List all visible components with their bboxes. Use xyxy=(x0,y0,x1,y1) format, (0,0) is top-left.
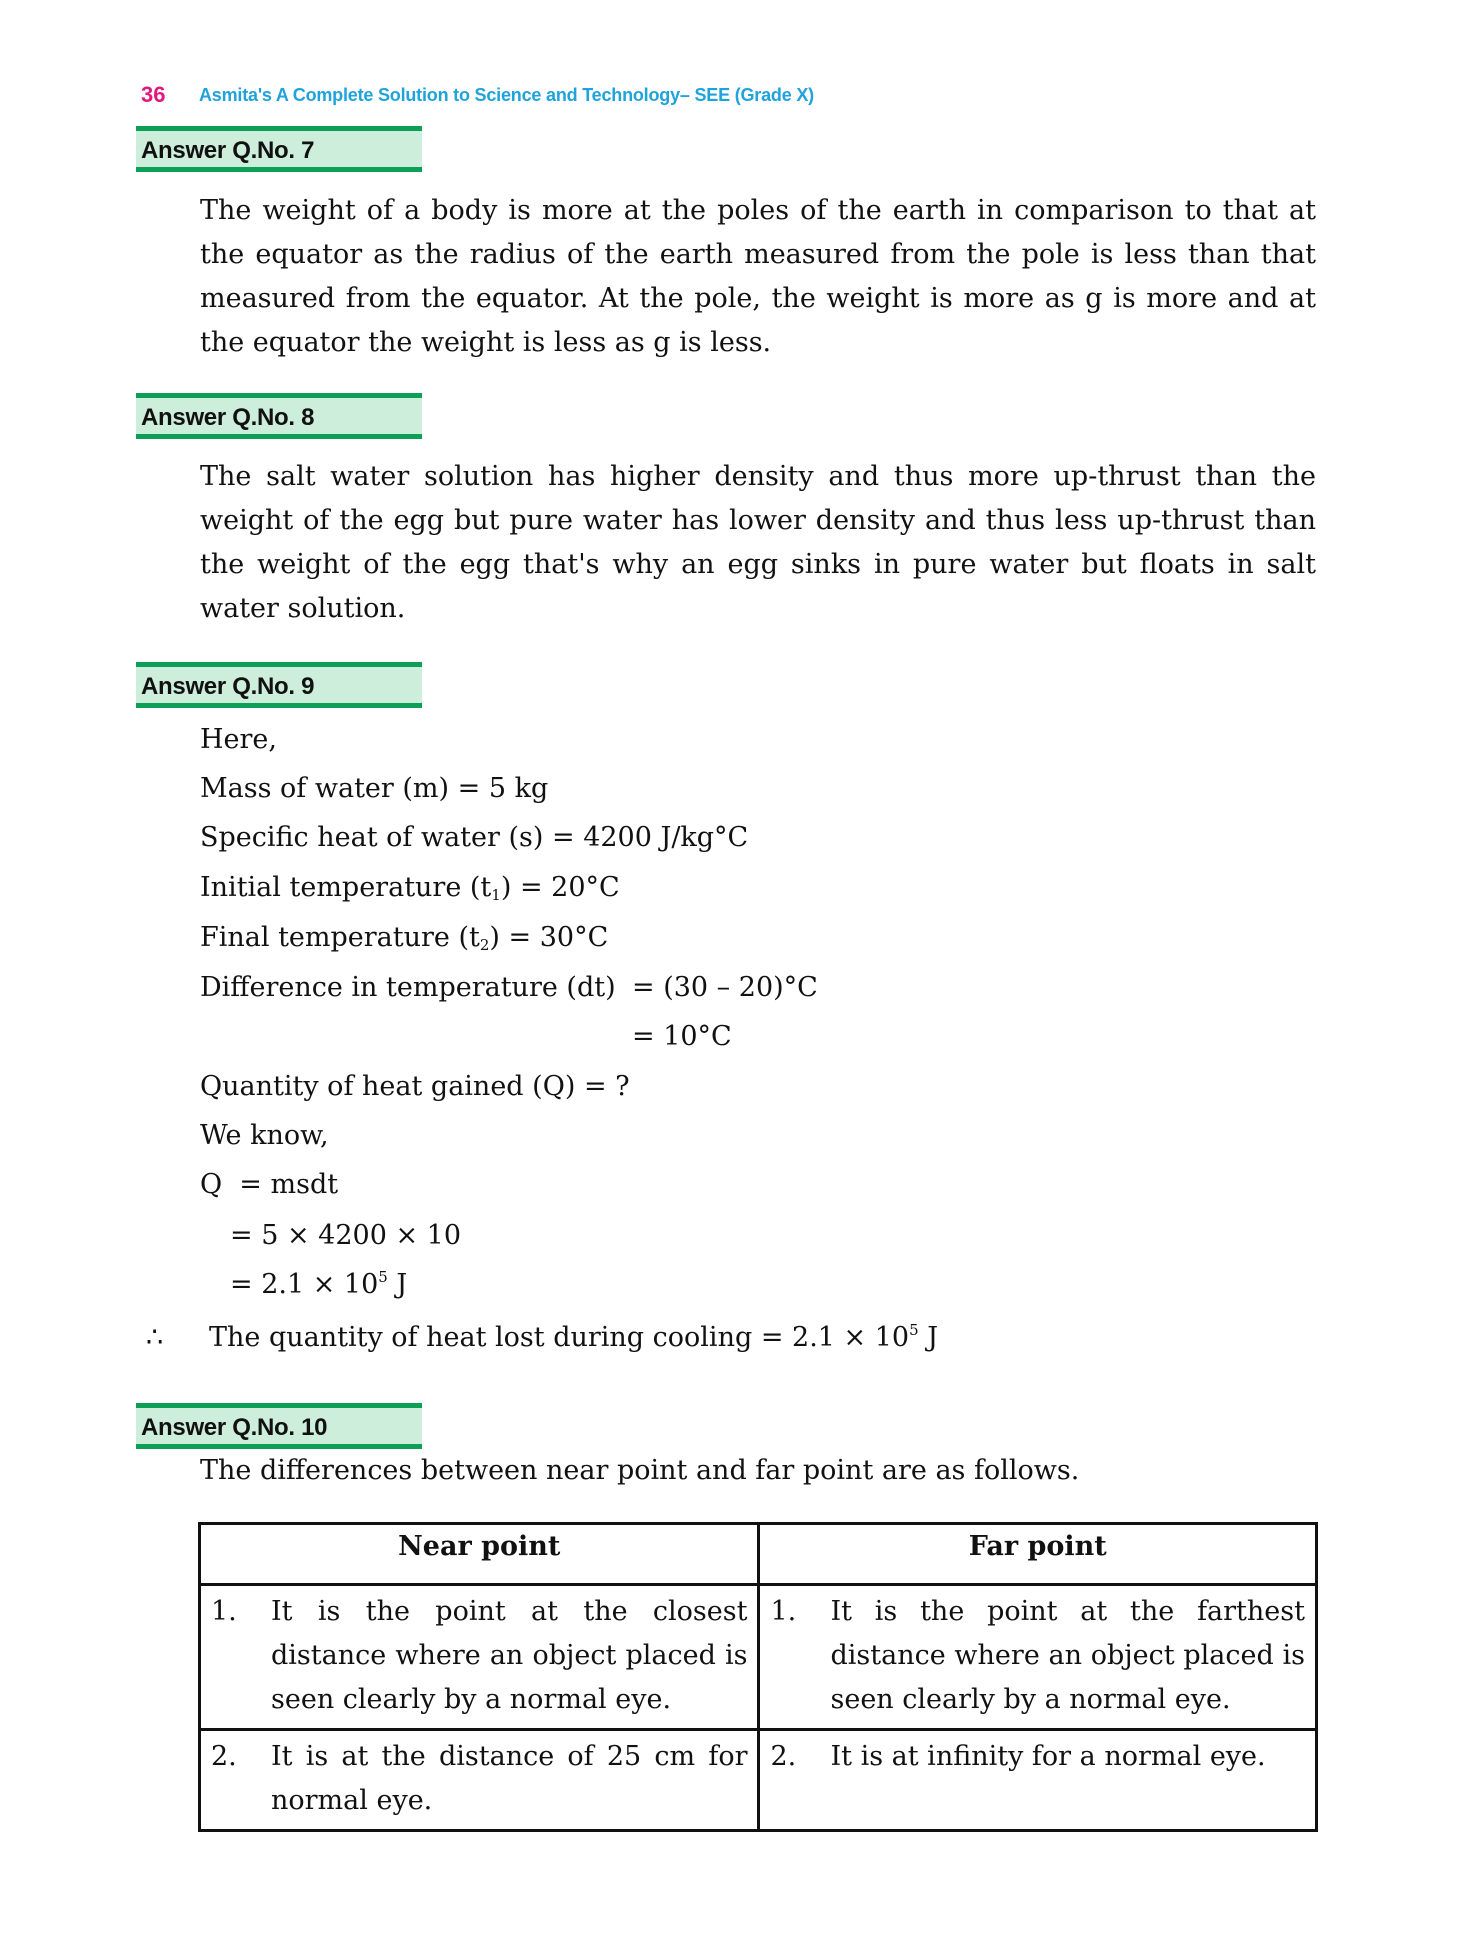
item-number: 1. xyxy=(770,1596,797,1627)
table-row xyxy=(200,1585,1317,1730)
exponent: 5 xyxy=(378,1268,388,1286)
final-temp-value: ) = 30°C xyxy=(489,922,609,953)
conclusion xyxy=(209,1322,938,1354)
we-know: We know, xyxy=(200,1120,329,1151)
answer-text-q8: The salt water solution has higher density and thus more up-thrust than the weight of the egg but pure water has lower density and thus less up-thrust than the weight of the egg that's why an egg sinks in pure water but floats in salt water solution. xyxy=(200,461,1316,624)
given-final-temp xyxy=(200,922,608,961)
final-temp-label: Final temperature (t xyxy=(200,922,480,953)
item-text: It is the point at the closest distance where an object placed is seen clearly by a normal eye. xyxy=(271,1596,748,1715)
item-text: It is the point at the farthest distance where an object placed is seen clearly by a normal eye. xyxy=(830,1596,1305,1715)
column-header-near-point: Near point xyxy=(200,1524,759,1585)
answer-heading-q7 xyxy=(136,126,422,172)
initial-temp-value: ) = 20°C xyxy=(500,872,620,903)
calc-step-2 xyxy=(230,1269,407,1301)
given-specific-heat: Specific heat of water (s) = 4200 J/kg°C xyxy=(200,822,749,853)
difference-label: Difference in temperature (dt) xyxy=(200,972,616,1003)
answer-label: Answer Q.No. 8 xyxy=(141,404,315,431)
subscript-1: 1 xyxy=(491,886,501,904)
step2-base: = 2.1 × 10 xyxy=(230,1269,379,1300)
to-find: Quantity of heat gained (Q) = ? xyxy=(200,1071,630,1102)
answer-heading-q10 xyxy=(136,1403,422,1449)
item-number: 2. xyxy=(770,1741,797,1772)
answer-heading-q9 xyxy=(136,662,422,708)
subscript-2: 2 xyxy=(479,936,490,954)
exponent: 5 xyxy=(909,1321,919,1339)
given-mass: Mass of water (m) = 5 kg xyxy=(200,773,549,804)
item-number: 2. xyxy=(211,1741,237,1772)
column-header-far-point: Far point xyxy=(759,1524,1317,1585)
book-title: Asmita's A Complete Solution to Science and Technology– SEE (Grade X) xyxy=(199,85,814,105)
item-text: It is at the distance of 25 cm for normal eye. xyxy=(271,1741,748,1816)
comparison-table xyxy=(198,1522,1318,1832)
given-intro: Here, xyxy=(200,724,277,755)
unit: J xyxy=(387,1269,408,1300)
answer-label: Answer Q.No. 9 xyxy=(141,673,315,700)
therefore-icon: ∴ xyxy=(146,1322,164,1353)
table-header-row xyxy=(200,1524,1317,1585)
table-row xyxy=(200,1730,1317,1831)
given-initial-temp xyxy=(200,872,620,911)
answer-intro-q10: The differences between near point and far point are as follows. xyxy=(200,1455,1080,1486)
table-cell xyxy=(759,1730,1317,1831)
item-text: It is at infinity for a normal eye. xyxy=(830,1741,1266,1772)
initial-temp-label: Initial temperature (t xyxy=(200,872,492,903)
table-cell xyxy=(200,1585,759,1730)
formula: Q = msdt xyxy=(200,1169,339,1200)
difference-value-2: = 10°C xyxy=(632,1021,732,1052)
unit: J xyxy=(918,1322,939,1353)
table-cell xyxy=(759,1585,1317,1730)
item-number: 1. xyxy=(211,1596,237,1627)
answer-label: Answer Q.No. 10 xyxy=(141,1414,328,1441)
answer-text-q7: The weight of a body is more at the poles of the earth in comparison to that at the equator as the radius of the earth measured from the pole is less than that measured from the equator. At the pole, the weight is more as g is more and at the equator the weight is less as g is less. xyxy=(200,195,1316,358)
table-cell xyxy=(200,1730,759,1831)
conclusion-text: The quantity of heat lost during cooling = 2.1 × 10 xyxy=(209,1322,910,1353)
answer-heading-q8 xyxy=(136,393,422,439)
answer-label: Answer Q.No. 7 xyxy=(141,137,315,164)
difference-value-1: = (30 – 20)°C xyxy=(632,972,818,1003)
page-number: 36 xyxy=(141,82,166,107)
calc-step-1: = 5 × 4200 × 10 xyxy=(230,1220,462,1251)
